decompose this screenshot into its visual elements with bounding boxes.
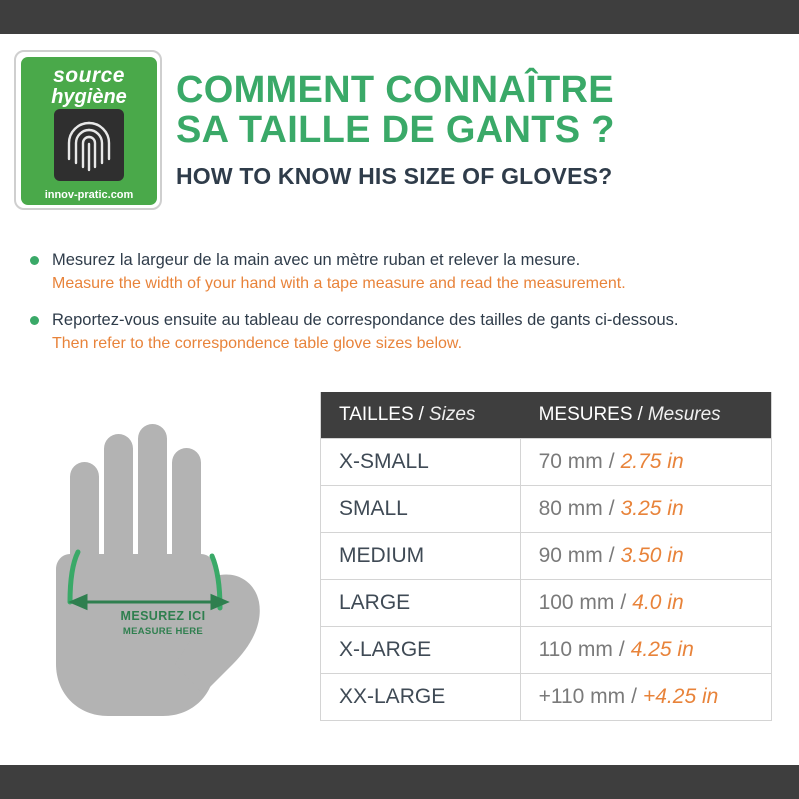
- size-label: XX-LARGE: [339, 685, 446, 708]
- header-measures-sep: /: [637, 404, 643, 425]
- table-row: [321, 626, 771, 673]
- cell-measure: [521, 486, 771, 532]
- cell-size: [321, 627, 521, 673]
- fingerprint-icon: [54, 109, 124, 181]
- hand-diagram: [30, 404, 300, 734]
- cell-size: [321, 533, 521, 579]
- title-en: HOW TO KNOW HIS SIZE OF GLOVES?: [176, 162, 613, 189]
- cell-measure: [521, 580, 771, 626]
- content-sheet: [0, 34, 799, 765]
- header-cell-measures: [521, 392, 771, 438]
- measure-sep: /: [620, 591, 627, 614]
- brand-logo: [14, 50, 162, 210]
- logo-panel: [21, 57, 157, 205]
- cell-size: [321, 439, 521, 485]
- size-label: MEDIUM: [339, 544, 425, 567]
- measure-sep: /: [608, 450, 615, 473]
- measure-sep: /: [608, 544, 615, 567]
- header-sizes-en: Sizes: [428, 404, 476, 425]
- cell-measure: [521, 533, 771, 579]
- instruction-fr: Mesurez la largeur de la main avec un mètre ruban et relever la mesure.: [52, 251, 581, 269]
- measure-mm: 90 mm: [538, 544, 603, 567]
- header: [0, 34, 799, 234]
- logo-word-hygiene: hygiène: [51, 86, 127, 108]
- table-row: [321, 485, 771, 532]
- size-label: X-LARGE: [339, 638, 432, 661]
- measure-in: 4.0 in: [632, 591, 684, 614]
- bottom-band: [0, 765, 799, 799]
- measure-mm: 100 mm: [538, 591, 615, 614]
- top-band: [0, 0, 799, 34]
- table-row: [321, 673, 771, 720]
- table-row: [321, 438, 771, 485]
- measure-in: +4.25 in: [642, 685, 719, 708]
- measure-label-fr: MESUREZ ICI: [120, 609, 206, 623]
- measure-label-en: MEASURE HERE: [122, 626, 204, 637]
- bullet-icon: [30, 256, 39, 265]
- cell-measure: [521, 674, 771, 720]
- table-row: [321, 579, 771, 626]
- bullet-icon: [30, 316, 39, 325]
- measure-sep: /: [618, 638, 625, 661]
- measure-sep: /: [608, 497, 615, 520]
- measure-mm: 70 mm: [538, 450, 603, 473]
- header-sizes-fr: TAILLES: [339, 404, 414, 425]
- header-measures-fr: MESURES: [538, 404, 633, 425]
- cell-size: [321, 674, 521, 720]
- hand-illustration: [30, 404, 300, 734]
- measure-mm: +110 mm: [538, 685, 626, 708]
- header-cell-sizes: [321, 392, 521, 438]
- instruction-en: Then refer to the correspondence table glove sizes below.: [52, 335, 463, 353]
- logo-word-source: source: [53, 64, 125, 87]
- measure-in: 3.50 in: [620, 544, 684, 567]
- cell-measure: [521, 627, 771, 673]
- size-table: [320, 392, 772, 721]
- header-measures-en: Mesures: [647, 404, 721, 425]
- fingerprint-svg: [54, 109, 124, 181]
- size-label: LARGE: [339, 591, 411, 614]
- measure-mm: 80 mm: [538, 497, 603, 520]
- measure-in: 3.25 in: [620, 497, 684, 520]
- instruction-en: Measure the width of your hand with a tape measure and read the measurement.: [52, 275, 626, 293]
- instructions-list: [28, 249, 773, 369]
- table-row: [321, 532, 771, 579]
- size-label: SMALL: [339, 497, 408, 520]
- logo-url: innov-pratic.com: [44, 189, 134, 201]
- measure-in: 4.25 in: [630, 638, 694, 661]
- measure-sep: /: [631, 685, 637, 708]
- cell-size: [321, 486, 521, 532]
- cell-size: [321, 580, 521, 626]
- table-header-row: [321, 392, 771, 438]
- header-sizes-sep: /: [418, 404, 424, 425]
- title-fr-line1: COMMENT CONNAÎTRE: [176, 69, 614, 111]
- title-fr-line2: SA TAILLE DE GANTS ?: [176, 109, 615, 152]
- size-label: X-SMALL: [339, 450, 429, 473]
- instruction-fr: Reportez-vous ensuite au tableau de correspondance des tailles de gants ci-dessous.: [52, 310, 679, 329]
- instruction-item: [28, 309, 773, 355]
- cell-measure: [521, 439, 771, 485]
- measure-mm: 110 mm: [538, 638, 613, 661]
- page-title: [176, 70, 786, 190]
- instruction-item: [28, 249, 773, 295]
- measure-in: 2.75 in: [620, 450, 684, 473]
